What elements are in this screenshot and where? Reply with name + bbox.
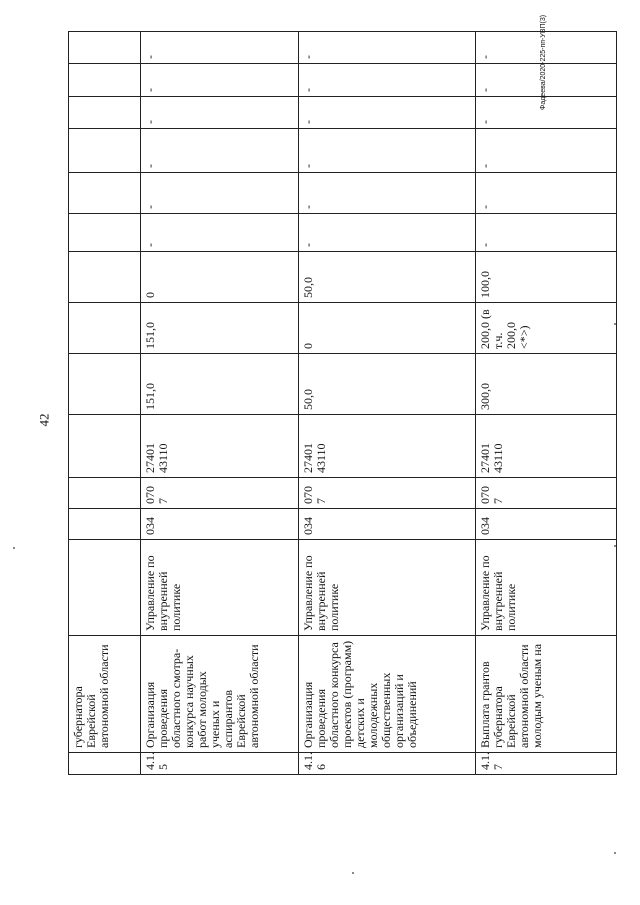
cell-code1: 034: [141, 509, 299, 540]
cell-name: губернатора Еврейской автономной области: [69, 636, 141, 753]
cell-code1: 034: [299, 509, 476, 540]
cell-code2: 070 7: [141, 478, 299, 509]
cell-d5: -: [141, 64, 299, 97]
scan-speck: [614, 323, 616, 325]
cell-code1: [69, 509, 141, 540]
cell-d3: -: [476, 129, 617, 173]
cell-d5: -: [299, 64, 476, 97]
cell-d2: -: [141, 173, 299, 214]
cell-d4: -: [476, 97, 617, 129]
cell-d6: -: [299, 32, 476, 64]
cell-d1: [69, 214, 141, 252]
cell-d5: -: [476, 64, 617, 97]
cell-d2: -: [299, 173, 476, 214]
scan-speck: [13, 547, 15, 549]
scan-speck: [614, 545, 616, 547]
cell-year2: 100,0: [476, 252, 617, 303]
table-row: [299, 32, 476, 775]
cell-d3: -: [299, 129, 476, 173]
cell-d5: [69, 64, 141, 97]
cell-name: Организация проведения областного смотра-конкурса научных работ молодых ученых и аспирантов Еврейской автономной области: [141, 636, 299, 753]
cell-d2: -: [476, 173, 617, 214]
table-row: [141, 32, 299, 775]
budget-table-rotated: [68, 32, 616, 775]
footer-code: Фадеева/2020-225-пп-УВП(3): [540, 14, 547, 110]
cell-num: 4.1. 7: [476, 753, 617, 775]
cell-num: 4.1. 5: [141, 753, 299, 775]
cell-d3: -: [141, 129, 299, 173]
cell-d1: -: [299, 214, 476, 252]
cell-year1: [69, 303, 141, 354]
cell-executor: Управление по внутренней политике: [476, 540, 617, 636]
cell-d3: [69, 129, 141, 173]
cell-code2: 070 7: [299, 478, 476, 509]
cell-total: [69, 354, 141, 415]
cell-d4: -: [141, 97, 299, 129]
cell-d6: [69, 32, 141, 64]
table-row: [69, 32, 141, 775]
cell-code3: 27401 43110: [476, 415, 617, 478]
cell-code2: 070 7: [476, 478, 617, 509]
cell-d2: [69, 173, 141, 214]
cell-code3: 27401 43110: [299, 415, 476, 478]
scan-speck: [352, 872, 354, 874]
cell-d6: -: [141, 32, 299, 64]
cell-name: Организация проведения областного конкурса проектов (программ) детских и молодежных общественных организаций и объединений: [299, 636, 476, 753]
cell-name: Выплата грантов губернатора Еврейской автономной области молодым ученым на: [476, 636, 617, 753]
cell-year1: 151,0: [141, 303, 299, 354]
cell-num: 4.1. 6: [299, 753, 476, 775]
cell-year1: 200,0 (в т.ч. 200,0 <*>): [476, 303, 617, 354]
cell-code1: 034: [476, 509, 617, 540]
cell-executor: [69, 540, 141, 636]
cell-code2: [69, 478, 141, 509]
cell-year2: 0: [141, 252, 299, 303]
cell-total: 300,0: [476, 354, 617, 415]
cell-d1: -: [141, 214, 299, 252]
cell-d4: -: [299, 97, 476, 129]
cell-year2: 50,0: [299, 252, 476, 303]
cell-year1: 0: [299, 303, 476, 354]
budget-table: [68, 31, 617, 775]
cell-num: [69, 753, 141, 775]
cell-executor: Управление по внутренней политике: [141, 540, 299, 636]
cell-d4: [69, 97, 141, 129]
cell-total: 50,0: [299, 354, 476, 415]
table-row: [476, 32, 617, 775]
cell-executor: Управление по внутренней политике: [299, 540, 476, 636]
cell-d1: -: [476, 214, 617, 252]
cell-code3: [69, 415, 141, 478]
cell-code3: 27401 43110: [141, 415, 299, 478]
page-number: 42: [36, 413, 52, 427]
cell-d6: -: [476, 32, 617, 64]
cell-year2: [69, 252, 141, 303]
scan-speck: [614, 852, 616, 854]
cell-total: 151,0: [141, 354, 299, 415]
